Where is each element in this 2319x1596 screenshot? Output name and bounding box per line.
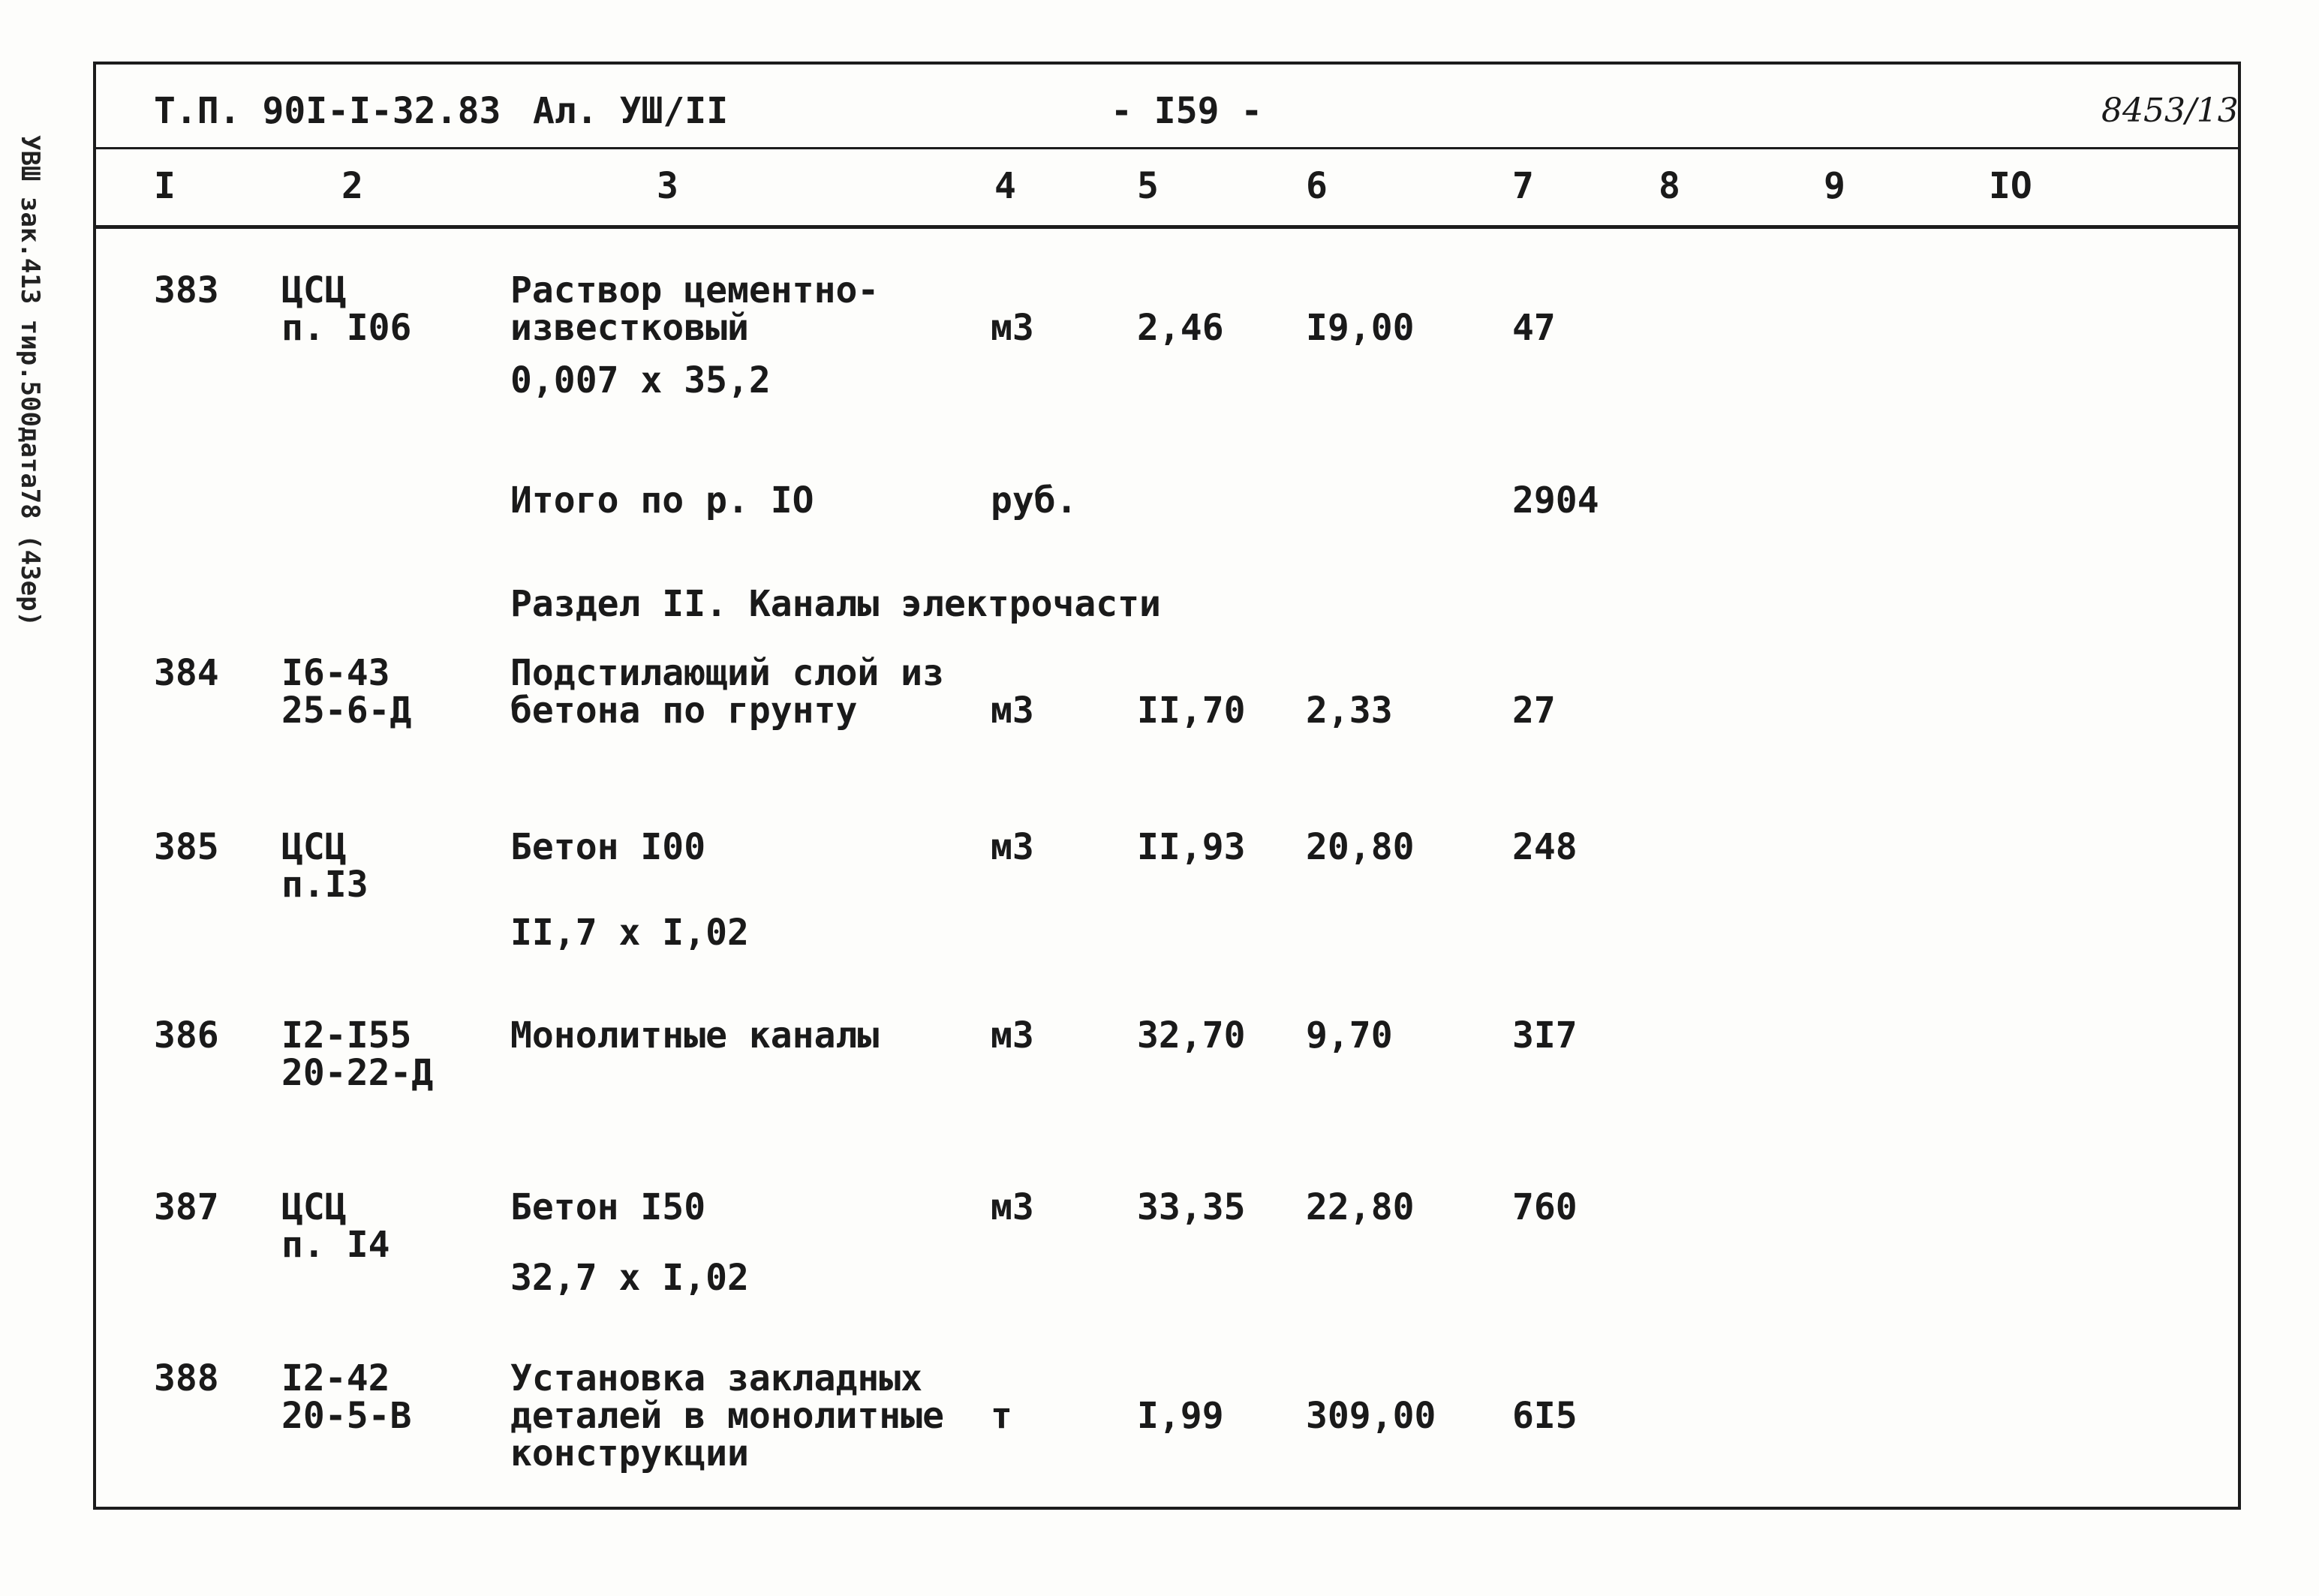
- col-header: I: [154, 165, 176, 207]
- unit-price: I9,00: [1306, 307, 1415, 349]
- table-frame: [93, 62, 2241, 1510]
- quantity: II,70: [1137, 690, 1246, 732]
- quantity: II,93: [1137, 826, 1246, 868]
- unit-price: 9,70: [1306, 1014, 1393, 1056]
- col-header: 2: [341, 165, 363, 207]
- album-code: Ал. УШ/II: [533, 90, 729, 132]
- calc-formula: II,7 х I,02: [510, 912, 749, 954]
- total-cost: 27: [1512, 690, 1556, 732]
- work-name: Раствор цементно- известковый: [510, 269, 880, 349]
- work-name: Бетон I00: [510, 826, 706, 868]
- col-header: 6: [1306, 165, 1328, 207]
- work-name: Монолитные каналы: [510, 1014, 880, 1056]
- total-unit: руб.: [991, 479, 1078, 521]
- col-header: IO: [1989, 165, 2032, 207]
- unit: м3: [991, 826, 1034, 868]
- side-note: [15, 60, 75, 627]
- norm-code: I2-I55 20-22-Д: [281, 1014, 434, 1094]
- total-cost: 47: [1512, 307, 1556, 349]
- quantity: 2,46: [1137, 307, 1224, 349]
- row-no: 383: [154, 269, 219, 311]
- norm-code: I2-42 20-5-В: [281, 1357, 412, 1437]
- norm-code: I6-43 25-6-Д: [281, 652, 412, 732]
- row-no: 388: [154, 1357, 219, 1399]
- norm-code: ЦСЦ п. I4: [281, 1186, 390, 1266]
- col-header: 4: [994, 165, 1016, 207]
- row-no: 384: [154, 652, 219, 694]
- total-cost: 6I5: [1512, 1395, 1578, 1437]
- work-name: Подстилающий слой из бетона по грунту: [510, 652, 944, 732]
- header-divider: [93, 147, 2241, 149]
- unit: м3: [991, 307, 1034, 349]
- calc-formula: 0,007 х 35,2: [510, 359, 771, 401]
- calc-formula: 32,7 х I,02: [510, 1257, 749, 1299]
- col-header: 9: [1824, 165, 1845, 207]
- tp-code: Т.П. 90I-I-32.83: [154, 90, 501, 132]
- unit: м3: [991, 1186, 1034, 1228]
- col-header: 7: [1512, 165, 1534, 207]
- column-header-divider: [93, 225, 2241, 229]
- total-value: 2904: [1512, 479, 1599, 521]
- work-name: Установка закладных деталей в монолитные конструкции: [510, 1357, 944, 1474]
- unit-price: 22,80: [1306, 1186, 1415, 1228]
- col-header: 8: [1659, 165, 1680, 207]
- row-no: 387: [154, 1186, 219, 1228]
- work-name: Бетон I50: [510, 1186, 706, 1228]
- total-cost: 248: [1512, 826, 1578, 868]
- quantity: 32,70: [1137, 1014, 1246, 1056]
- norm-code: ЦСЦ п. I06: [281, 269, 412, 349]
- sheet-number: 8453/13: [2101, 92, 2239, 130]
- col-header: 3: [657, 165, 678, 207]
- unit: м3: [991, 1014, 1034, 1056]
- total-label: Итого по р. IO: [510, 479, 814, 521]
- norm-code: ЦСЦ п.I3: [281, 826, 368, 906]
- section-title: Раздел II. Каналы электрочасти: [510, 583, 1161, 625]
- col-header: 5: [1137, 165, 1159, 207]
- page-number: - I59 -: [1111, 90, 1263, 132]
- row-no: 386: [154, 1014, 219, 1056]
- total-cost: 760: [1512, 1186, 1578, 1228]
- unit-price: 2,33: [1306, 690, 1393, 732]
- row-no: 385: [154, 826, 219, 868]
- side-note-text: УВШ зак.413 тир.500дата78 (43ер): [15, 135, 45, 627]
- unit-price: 309,00: [1306, 1395, 1436, 1437]
- unit-price: 20,80: [1306, 826, 1415, 868]
- quantity: I,99: [1137, 1395, 1224, 1437]
- total-cost: 3I7: [1512, 1014, 1578, 1056]
- unit: т: [991, 1395, 1012, 1437]
- quantity: 33,35: [1137, 1186, 1246, 1228]
- unit: м3: [991, 690, 1034, 732]
